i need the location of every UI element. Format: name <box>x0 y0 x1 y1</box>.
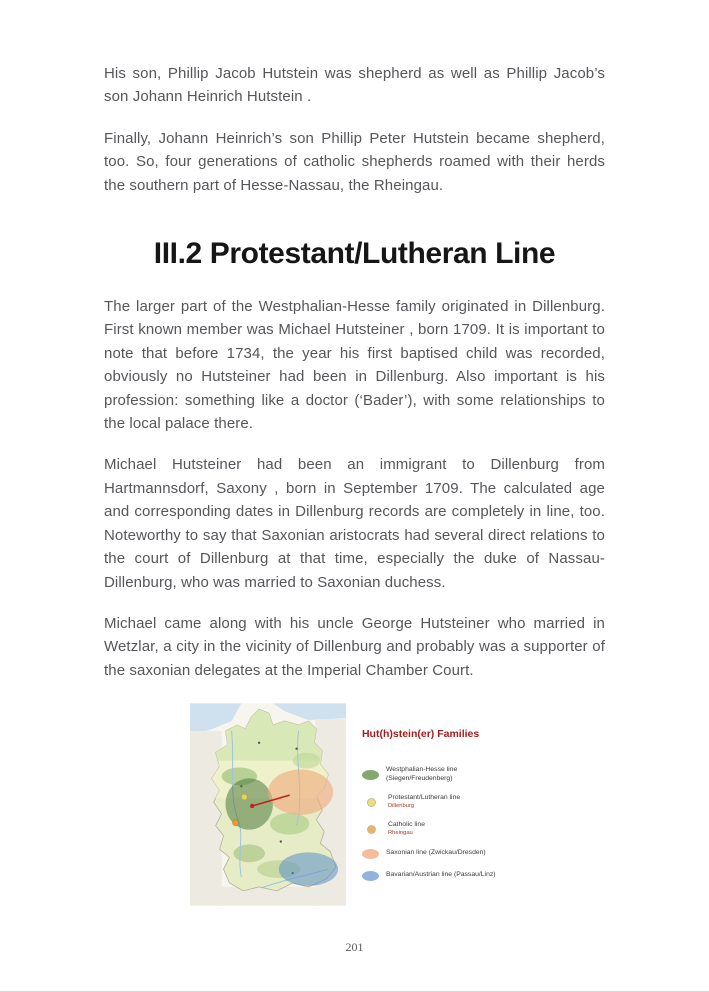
catholic-marker <box>232 820 238 826</box>
paragraph-2: Finally, Johann Heinrich’s son Phillip Peter Hutstein became shepherd, too. So, four generations of catholic shepherds roamed with their herds the southern part of Hesse-Nassau, the Rheingau. <box>104 129 605 194</box>
legend-sublabel: Dillenburg <box>387 802 415 809</box>
legend-label: Westphalian-Hesse line (Siegen/Freudenberg) <box>385 766 458 782</box>
bavarian-austrian-region <box>279 852 338 886</box>
legend-item-saxonian <box>362 848 510 859</box>
legend-item-westphalian <box>362 766 510 783</box>
paragraph-1: His son, Phillip Jacob Hutstein was shepherd as well as Phillip Jacob’s son Johann Heinrich Hutstein . <box>104 65 605 106</box>
legend-label: Saxonian line (Zwickau/Dresden) <box>385 849 486 857</box>
legend-swatch-ellipse-icon <box>362 871 379 881</box>
map-legend <box>362 702 510 892</box>
legend-swatch-ellipse-icon <box>362 770 379 780</box>
germany-map-image <box>190 702 346 907</box>
legend-item-catholic <box>362 821 510 837</box>
saxonian-region <box>268 770 333 815</box>
legend-label: Catholic line <box>387 821 425 829</box>
page-number: 201 <box>345 940 364 954</box>
legend-swatch-ellipse-icon <box>362 849 379 859</box>
legend-swatch-dot-icon <box>367 825 376 834</box>
protestant-lutheran-marker <box>241 794 247 800</box>
section-heading: III.2 Protestant/Lutheran Line <box>153 237 556 271</box>
paragraph-5: Michael came along with his uncle George Hutsteiner who married in Wetzlar, a city in the vicinity of Dillenburg and probably was a supporter of the saxonian delegates at the Imperial Chamber Court. <box>104 614 605 679</box>
map-figure <box>190 702 510 907</box>
legend-label: Protestant/Lutheran line <box>387 794 461 802</box>
legend-title: Hut(h)stein(er) Families <box>361 728 480 741</box>
legend-label: Bavarian/Austrian line (Passau/Linz) <box>385 871 496 879</box>
paragraph-4: Michael Hutsteiner had been an immigrant to Dillenburg from Hartmannsdorf, Saxony , born in September 1709. The calculated age and corresponding dates in Dillenburg records are completely in line, too. Noteworthy to say that Saxonian aristocrats had several direct relations to the court of Dillenburg at that time, especially the duke of Nassau-Dillenburg, who was married to Saxonian duchess. <box>104 456 605 591</box>
page-content <box>104 62 605 907</box>
legend-swatch-dot-icon <box>367 798 376 807</box>
paragraph-3: The larger part of the Westphalian-Hesse family originated in Dillenburg. First known member was Michael Hutsteiner , born 1709. It is important to note that before 1734, the year his first baptised child was recorded, obviously no Hutsteiner had been in Dillenburg. Also important is his profession: something like a doctor (‘Bader’), with some relationships to the local palace there. <box>104 298 605 433</box>
legend-item-bavarian <box>362 870 510 881</box>
legend-sublabel: Rheingau <box>387 829 413 836</box>
legend-item-protestant <box>362 794 510 810</box>
